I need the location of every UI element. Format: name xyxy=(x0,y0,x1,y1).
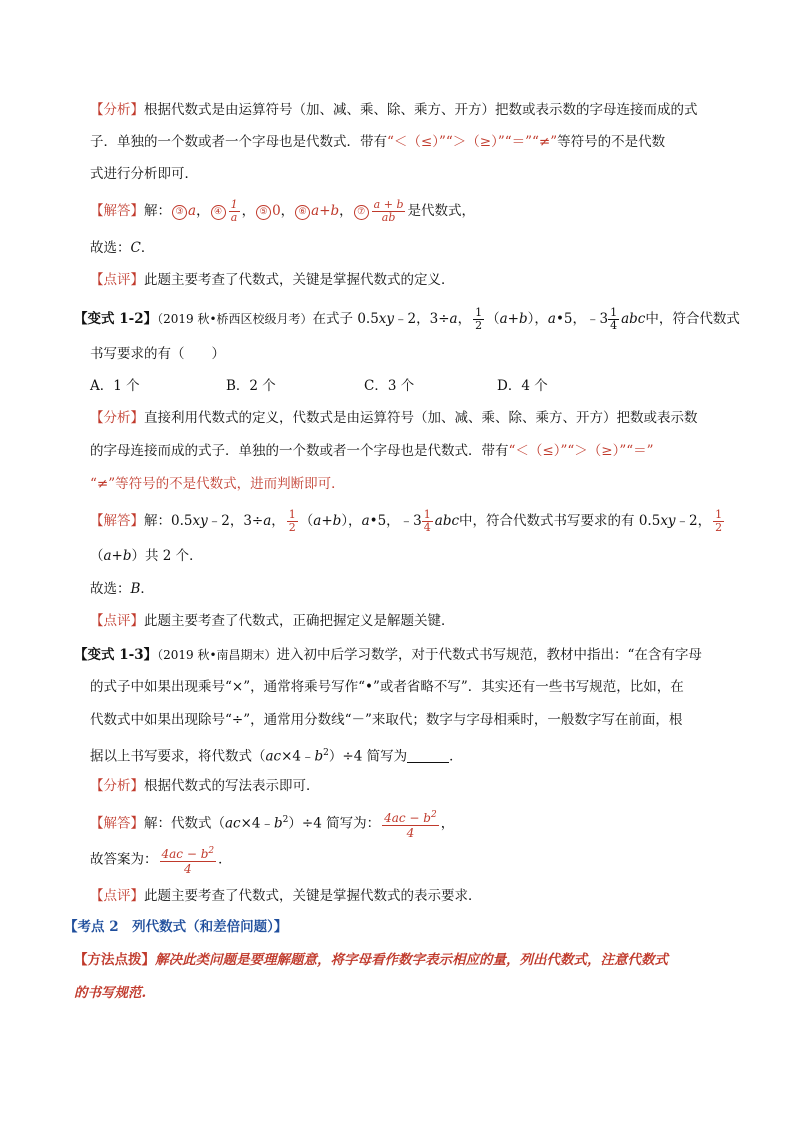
question-text: ﹣2，3÷ xyxy=(394,311,450,327)
math-var: a xyxy=(188,203,197,219)
question-text: ． xyxy=(449,748,463,765)
fraction-denominator: a xyxy=(230,211,238,224)
comment-text: 此题主要考查了代数式，正确把握定义是解题关键． xyxy=(144,613,455,629)
variant-source: （2019 秋•桥西区校级月考） xyxy=(157,312,313,326)
math-var: a xyxy=(449,311,458,327)
method-tag: 【方法点拨】 xyxy=(74,952,155,968)
comment-line xyxy=(90,886,482,906)
math-expr: a+b xyxy=(311,203,340,219)
method-line-1 xyxy=(74,950,668,970)
option-b[interactable]: B．2 个 xyxy=(226,378,276,394)
solution-tag: 【解答】 xyxy=(90,815,144,832)
method-text: 解决此类问题是要理解题意，将字母看作数字表示相应的量，列出代数式，注意代数式 xyxy=(155,952,668,968)
fraction: $\frac{1}{2}$ xyxy=(715,508,723,534)
solution-text: 共 2 个． xyxy=(145,548,203,564)
fraction-denominator: ab xyxy=(381,211,396,224)
math-var: b xyxy=(314,748,324,765)
analysis-text: “≠”等符号的不是代数式，进而判断即可． xyxy=(90,476,345,492)
circled-4-icon: ④ xyxy=(211,205,226,220)
analysis-line-1 xyxy=(90,408,698,428)
analysis-tag: 【分析】 xyxy=(90,102,144,118)
solution-text: 是代数式， xyxy=(407,203,475,219)
fraction-numerator: 1 xyxy=(475,306,483,319)
method-line-2 xyxy=(74,983,146,1003)
exponent: 2 xyxy=(208,846,215,856)
solution-text: 解： xyxy=(144,203,171,219)
question-text: 据以上书写要求，将代数式（ xyxy=(90,748,266,765)
question-text: 的式子中如果出现乘号“×”，通常将乘号写作“•”或者省略不写”．其实还有一些书写规范，比如，在 xyxy=(90,679,684,695)
option-a[interactable]: A．1 个 xyxy=(90,378,140,394)
fraction: $\frac{1}{4}$ xyxy=(423,508,431,534)
question-text: ）， xyxy=(527,311,548,327)
solution-line-2: （a+b）共 2 个． xyxy=(90,548,203,564)
answer-label: 故选： xyxy=(90,240,131,256)
solution-tag: 【解答】 xyxy=(90,513,144,529)
variant-tag: 【变式 1-3】 xyxy=(74,647,158,663)
solution-text: 解： xyxy=(144,513,171,529)
fraction-denominator: 4 xyxy=(183,862,192,876)
variant-source: （2019 秋•南昌期末） xyxy=(157,648,277,662)
analysis-text: 直接利用代数式的定义，代数式是由运算符号（加、减、乘、除、乘方、开方）把数或表示数 xyxy=(144,410,698,426)
answer-label: 故选： xyxy=(90,581,131,597)
symbols-text: “＜（≤）”“＞（≥）”“＝”“≠” xyxy=(387,134,558,150)
math-var: ac xyxy=(225,815,241,832)
comment-text: 此题主要考查了代数式，关键是掌握代数式的定义． xyxy=(144,272,455,288)
answer-value: C xyxy=(130,240,141,256)
question-text: ）÷4 简写为 xyxy=(328,748,408,765)
answer-blank[interactable] xyxy=(407,748,449,763)
question-line-2 xyxy=(90,344,225,364)
analysis-text: 根据代数式的写法表示即可． xyxy=(144,778,320,794)
question-text: ， xyxy=(457,311,472,327)
fraction xyxy=(382,808,439,840)
math-var: ac xyxy=(265,748,282,765)
question-text: （ xyxy=(486,311,500,327)
method-text: 的书写规范. xyxy=(74,985,147,1001)
math-var: a xyxy=(547,311,556,327)
fraction-numerator: a + b xyxy=(373,198,404,211)
solution-text: ， xyxy=(440,815,455,832)
fraction-denominator: 4 xyxy=(610,319,618,332)
question-text: •5，﹣3 xyxy=(555,311,609,327)
question-text: 进入初中后学习数学，对于代数式书写规范，教材中指出：“在含有字母 xyxy=(276,647,702,663)
analysis-line-3 xyxy=(90,164,198,184)
answer-line xyxy=(90,844,232,876)
analysis-line xyxy=(90,776,320,796)
fraction xyxy=(229,199,240,224)
comment-line xyxy=(90,270,455,290)
question-text: ×4﹣ xyxy=(281,748,315,765)
kaodian-heading: 【考点 2 列代数式（和差倍问题）】 xyxy=(64,919,288,935)
answer-label: 故答案为： xyxy=(90,851,158,868)
comment-text: 此题主要考查了代数式，关键是掌握代数式的表示要求． xyxy=(144,888,482,904)
solution-text: 解：代数式（ xyxy=(144,815,225,832)
variant-tag: 【变式 1-2】 xyxy=(74,311,158,327)
option-c[interactable]: C．3 个 xyxy=(364,378,415,394)
fraction: $\frac{1}{2}$ xyxy=(288,508,296,534)
exponent: 2 xyxy=(323,748,329,758)
fraction xyxy=(473,307,484,332)
solution-text: ×4﹣ xyxy=(240,815,275,832)
analysis-line-2 xyxy=(90,132,665,152)
analysis-line-2 xyxy=(90,441,654,461)
exponent: 2 xyxy=(430,810,437,820)
circled-5-icon: ⑤ xyxy=(256,205,271,220)
answer-text: ． xyxy=(218,851,232,868)
comment-tag: 【点评】 xyxy=(90,272,144,288)
solution-line-1: 【解答】解：0.5xy﹣2，3÷a， $\frac{1}{2}$ （a+b），a•5，﹣3 $\frac{1}{4}$ abc中，符合代数式书写要求的有 0.5xy﹣2， $\frac{1}{2}$ xyxy=(90,508,723,534)
analysis-text: 子．单独的一个数或者一个字母也是代数式．带有 xyxy=(90,134,387,150)
solution-tag: 【解答】 xyxy=(90,203,144,219)
circled-7-icon: ⑦ xyxy=(354,205,369,220)
fraction-numerator: 1 xyxy=(610,306,618,319)
fraction xyxy=(372,199,406,224)
math-var: b xyxy=(274,815,283,832)
question-line-3 xyxy=(90,710,682,730)
question-text: 在式子 0.5 xyxy=(312,311,379,327)
math-expr: a+b xyxy=(499,311,528,327)
symbols-text: “＜（≤）”“＞（≥）”“＝” xyxy=(508,443,654,459)
analysis-text: 等符号的不是代数 xyxy=(557,134,666,150)
analysis-line-1 xyxy=(90,100,698,120)
math-value: 0 xyxy=(272,203,281,219)
solution-line xyxy=(90,806,454,840)
comment-tag: 【点评】 xyxy=(90,613,144,629)
comment-line xyxy=(90,611,455,631)
option-d[interactable]: D．4 个 xyxy=(497,378,548,394)
solution-text: 中，符合代数式书写要求的有 xyxy=(459,513,635,529)
analysis-tag: 【分析】 xyxy=(90,410,144,426)
fraction xyxy=(160,844,217,876)
math-expr: abc xyxy=(621,311,646,327)
question-text: 中，符合代数式 xyxy=(645,311,740,327)
analysis-tag: 【分析】 xyxy=(90,778,144,794)
comment-tag: 【点评】 xyxy=(90,888,144,904)
question-text: 代数式中如果出现除号“÷”，通常用分数线“－”来取代；数字与字母相乘时，一般数字写在前面，根 xyxy=(90,712,683,728)
variant-1-3-heading xyxy=(74,645,702,665)
answer-line: 故选：C． xyxy=(90,240,155,256)
solution-line: 【解答】解： ③ a， ④ $\frac{1}{a}$ ， ⑤ 0， ⑥ a+b， ⑦ $\frac{a + b}{ab}$ 是代数式， xyxy=(90,198,475,224)
fraction-numerator: 4ac − b xyxy=(161,847,209,861)
variant-1-2-heading xyxy=(74,306,740,332)
fraction-denominator: 4 xyxy=(406,826,415,840)
math-var: xy xyxy=(378,311,395,327)
solution-text: ）÷4 简写为： xyxy=(288,815,381,832)
question-text: 书写要求的有（ ） xyxy=(90,346,225,362)
fraction-numerator: 4ac − b xyxy=(384,811,431,825)
answer-value: B xyxy=(130,581,141,597)
circled-6-icon: ⑥ xyxy=(295,205,310,220)
analysis-line-3 xyxy=(90,474,345,494)
question-line-4 xyxy=(90,743,463,767)
analysis-text: 的字母连接而成的式子．单独的一个数或者一个字母也是代数式．带有 xyxy=(90,443,509,459)
analysis-text: 根据代数式是由运算符号（加、减、乘、除、乘方、开方）把数或表示数的字母连接而成的式 xyxy=(144,102,698,118)
question-line-2 xyxy=(90,677,684,697)
fraction-denominator: 2 xyxy=(475,319,483,332)
analysis-text: 式进行分析即可． xyxy=(90,166,198,182)
fraction-numerator: 1 xyxy=(230,198,238,211)
exponent: 2 xyxy=(282,815,289,825)
circled-3-icon: ③ xyxy=(172,205,187,220)
answer-line: 故选：B． xyxy=(90,581,154,597)
fraction xyxy=(608,307,619,332)
